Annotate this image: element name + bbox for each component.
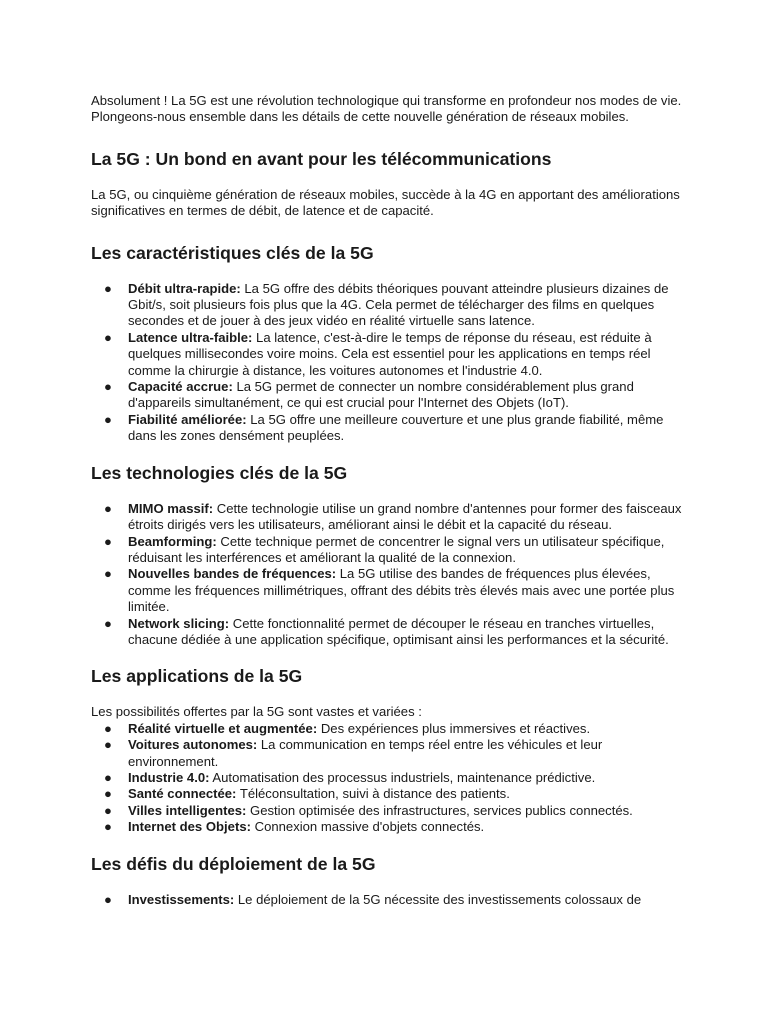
list-item-term: Villes intelligentes: [128,802,247,818]
section-paragraph: La 5G, ou cinquième génération de réseaux mobiles, succède à la 4G en apportant des améliorations significatives en termes de débit, de latence et de capacité. [91,186,680,219]
bullet-icon: ● [104,500,112,516]
list-item [91,803,691,819]
list-item-term: Industrie 4.0: [128,769,210,785]
list-item [91,501,691,534]
bullet-icon: ● [104,819,112,835]
list-item-text: Des expériences plus immersives et réactives. [317,720,591,736]
bullet-icon: ● [104,533,112,549]
list-item-text: Cette fonctionnalité permet de découper le réseau en tranches virtuelles, chacune dédiée à une application spécifique, optimisant ainsi les performances et la sécurité. [128,615,669,647]
list-item [91,566,691,615]
bullet-list-technologies [91,501,691,649]
list-item-text: Automatisation des processus industriels, maintenance prédictive. [209,769,596,785]
list-item-text: La 5G offre une meilleure couverture et une plus grande fiabilité, même dans les zones densément peuplées. [128,411,664,444]
section-heading-defis: Les défis du déploiement de la 5G [91,853,376,874]
list-item [91,770,691,786]
bullet-list-caracteristiques [91,281,691,445]
intro-paragraph: Absolument ! La 5G est une révolution technologique qui transforme en profondeur nos modes de vie. Plongeons-nous ensemble dans les détails de cette nouvelle génération de réseaux mobiles. [91,93,682,125]
list-item-term: Beamforming: [128,533,217,549]
list-item-text: Téléconsultation, suivi à distance des patients. [236,786,510,802]
list-item-term: Réalité virtuelle et augmentée: [128,720,318,736]
list-item [91,616,691,649]
list-item-text: Cette technologie utilise un grand nombre d'antennes pour former des faisceaux étroits dirigés vers les utilisateurs, améliorant ainsi le débit et la capacité du réseau. [128,500,682,533]
bullet-icon: ● [104,615,112,631]
bullet-icon: ● [104,411,112,427]
list-item [91,281,691,330]
section-heading-5g-bond: La 5G : Un bond en avant pour les télécommunications [91,148,552,169]
bullet-icon: ● [104,280,112,296]
bullet-list-applications [91,721,691,836]
list-item-term: Latence ultra-faible: [128,329,253,345]
list-item [91,412,691,445]
list-item-text: La 5G offre des débits théoriques pouvant atteindre plusieurs dizaines de Gbit/s, soit plusieurs fois plus que la 4G. Cela permet de télécharger des films en quelques secondes et de jouer à des jeux vidéo en réalité virtuelle sans latence. [128,280,669,329]
list-item [91,819,691,835]
bullet-icon: ● [104,379,112,395]
list-item [91,786,691,802]
list-item-text: Gestion optimisée des infrastructures, services publics connectés. [246,802,633,818]
list-item-term: Network slicing: [128,615,230,631]
list-item [91,737,691,770]
list-item-term: Internet des Objets: [128,819,251,835]
list-item-term: Fiabilité améliorée: [128,411,247,427]
list-item-text: La 5G utilise des bandes de fréquences plus élevées, comme les fréquences millimétriques, offrant des débits très élevés mais avec une portée plus limitée. [128,566,675,615]
list-item-text: Connexion massive d'objets connectés. [250,819,485,835]
list-item-term: Santé connectée: [128,786,237,802]
bullet-icon: ● [104,802,112,818]
document-page [91,93,691,908]
bullet-icon: ● [104,720,112,736]
section-paragraph: Les possibilités offertes par la 5G sont vastes et variées : [91,704,422,720]
bullet-icon: ● [104,329,112,345]
list-item-term: Nouvelles bandes de fréquences: [128,566,337,582]
list-item-term: MIMO massif: [128,500,214,516]
section-heading-caracteristiques: Les caractéristiques clés de la 5G [91,242,374,263]
bullet-icon: ● [104,737,112,753]
bullet-icon: ● [104,891,112,907]
section-heading-technologies: Les technologies clés de la 5G [91,462,348,483]
list-item-text: La 5G permet de connecter un nombre considérablement plus grand d'appareils simultanément, ce qui est crucial pour l'Internet des Objets (IoT). [128,379,634,411]
list-item-text: Le déploiement de la 5G nécessite des investissements colossaux de [234,891,642,907]
bullet-icon: ● [104,566,112,582]
list-item [91,379,691,412]
list-item-text: La communication en temps réel entre les véhicules et leur environnement. [128,737,603,769]
bullet-icon: ● [104,769,112,785]
list-item-term: Capacité accrue: [128,379,233,395]
section-heading-applications: Les applications de la 5G [91,666,303,687]
list-item-text: La latence, c'est-à-dire le temps de réponse du réseau, est réduite à quelques millisecondes voire moins. Cela est essentiel pour les applications en temps réel comme la chirurgie à distance, les voitures autonomes et l'industrie 4.0. [128,329,652,378]
list-item-term: Débit ultra-rapide: [128,280,241,296]
bullet-icon: ● [104,786,112,802]
list-item-term: Investissements: [128,891,235,907]
list-item [91,721,691,737]
list-item-text: Cette technique permet de concentrer le signal vers un utilisateur spécifique, réduisant les interférences et améliorant la qualité de la connexion. [128,533,665,565]
list-item [91,534,691,567]
list-item [91,330,691,379]
list-item-term: Voitures autonomes: [128,737,258,753]
bullet-list-defis [91,892,691,908]
list-item [91,892,691,908]
